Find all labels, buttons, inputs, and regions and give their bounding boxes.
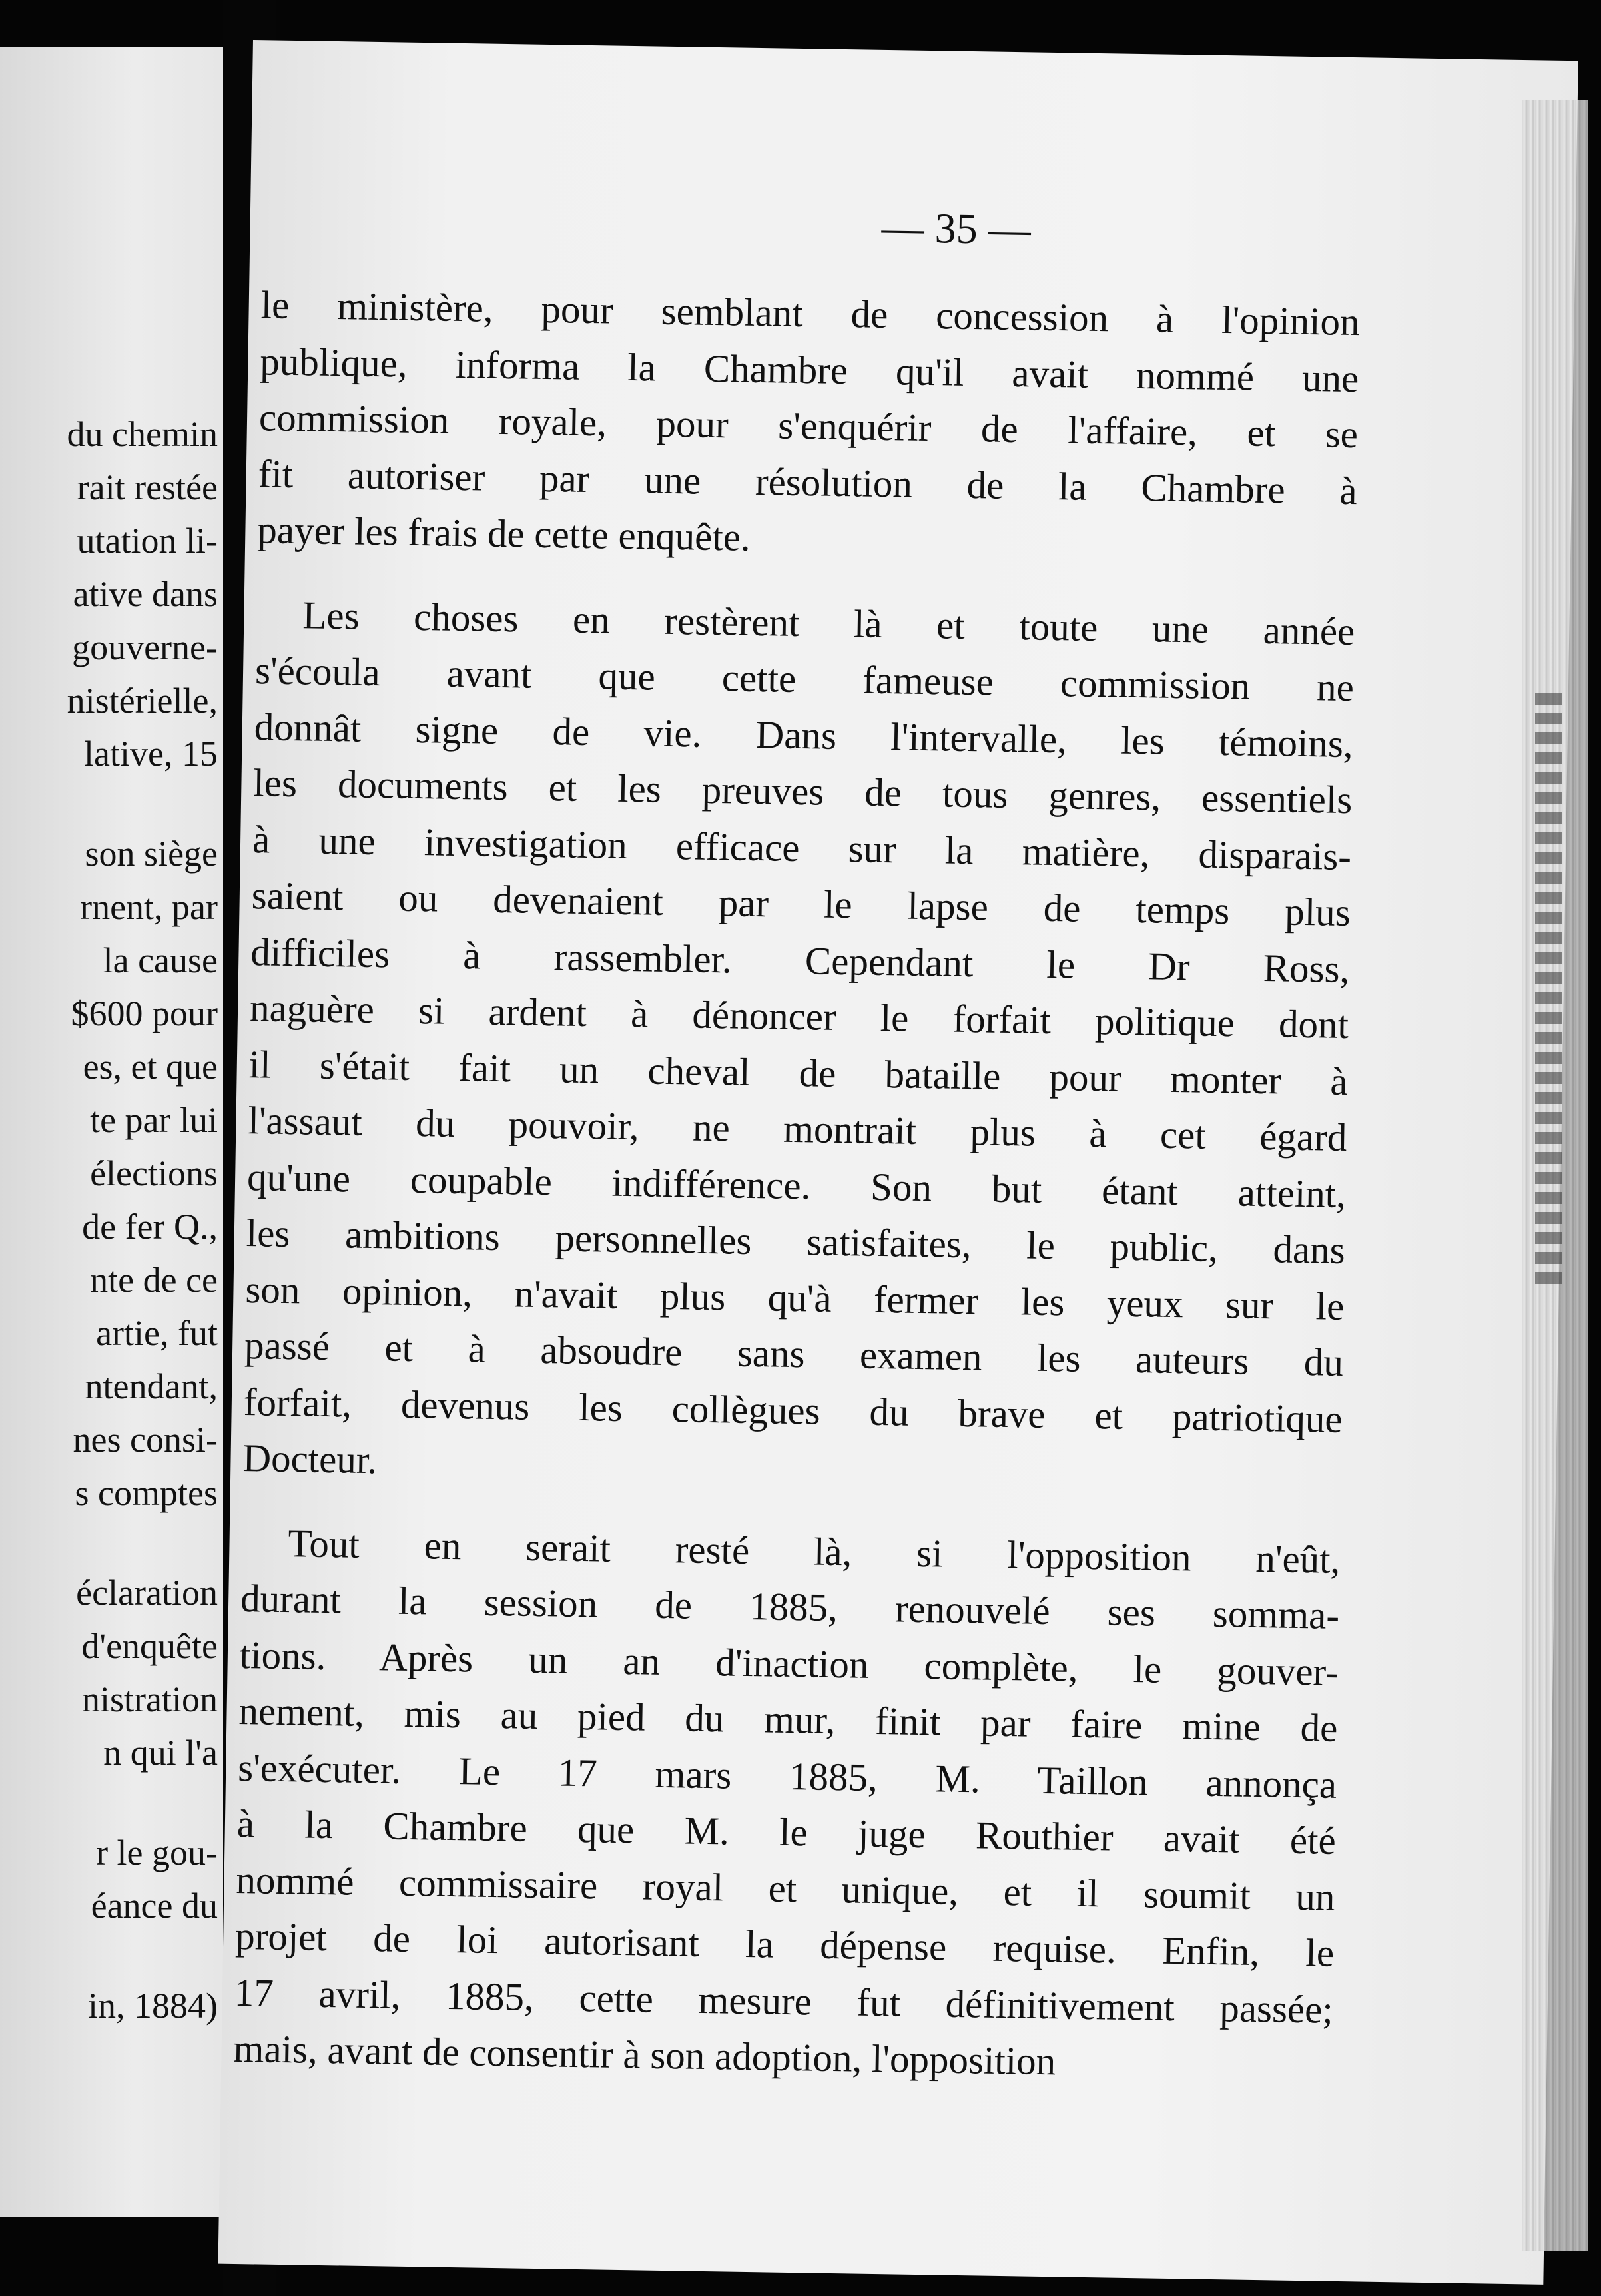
text-line: Les choses en restèrent là et toute une année [302,592,1355,653]
left-page-line: ntendant, [85,1366,218,1406]
left-page-line: gouverne- [72,627,218,667]
text-line: les ambitions personnelles satisfaites, le public, dans [246,1211,1346,1272]
left-page [0,47,223,2217]
text-line: à la Chambre que M. le juge Routhier avait été [236,1801,1337,1863]
left-page-line: rnent, par [80,887,218,927]
text-line: commission royale, pour s'enquérir de l'affaire, et se [258,395,1359,457]
left-page-line: in, 1884) [88,1986,218,2026]
left-page-line: lative, 15 [84,734,218,774]
page-number: — 35 — [881,203,1032,254]
left-page-line: éclaration [76,1573,218,1613]
left-page-line: $600 pour [71,994,218,1033]
text-line: Tout en serait resté là, si l'opposition n'eût, [288,1520,1341,1581]
text-line: s'écoula avant que cette fameuse commission ne [254,648,1355,710]
text-line: fit autoriser par une résolution de la Chambre à [258,451,1358,513]
text-line: l'assaut du pouvoir, ne montrait plus à cet égard [248,1098,1347,1159]
left-page-line: nes consi- [73,1420,218,1460]
left-page-line: s comptes [75,1473,218,1513]
text-line: saient ou devenaient par le lapse de temps plus [251,873,1351,935]
text-line: payer les frais de cette enquête. [256,507,751,559]
left-page-line: son siège [85,834,218,874]
left-page-line: de fer Q., [82,1207,218,1247]
text-line: il s'était fait un cheval de bataille pour monter à [248,1041,1349,1103]
text-line: les documents et les preuves de tous genres, essentiels [252,760,1353,822]
left-page-line: r le gou- [96,1833,218,1872]
text-line: donnât signe de vie. Dans l'intervalle, les témoins, [254,704,1354,766]
page-body [233,276,1360,2094]
library-stamp [1535,693,1562,1292]
left-page-line: artie, fut [96,1313,218,1353]
left-page-line: nte de ce [90,1260,218,1300]
text-line: passé et à absoudre sans examen les auteurs du [244,1323,1344,1384]
text-line: projet de loi autorisant la dépense requise. Enfin, le [234,1913,1335,1975]
text-line: qu'une coupable indifférence. Son but étant atteint, [246,1154,1347,1216]
left-page-line: rait restée [77,467,218,507]
left-page-line: nistérielle, [67,681,218,720]
text-line: le ministère, pour semblant de concession à l'opinion [260,282,1361,344]
left-page-line: nistration [82,1679,218,1719]
text-line: publique, informa la Chambre qu'il avait nommé une [259,338,1359,400]
left-page-line: la cause [103,940,218,980]
paragraph [257,276,1360,575]
text-line: à une investigation efficace sur la matière, disparais- [252,816,1352,878]
text-line: son opinion, n'avait plus qu'à fermer les yeux sur le [245,1267,1345,1328]
text-line: durant la session de 1885, renouvelé ses somma- [240,1576,1340,1637]
left-page-line: es, et que [83,1047,218,1087]
paragraph [233,1514,1341,2094]
left-page-line: ative dans [73,574,218,614]
text-line: 17 avril, 1885, cette mesure fut définitivement passée; [234,1970,1334,2032]
text-line: forfait, devenus les collègues du brave et patriotique [243,1379,1343,1441]
left-page-line: éance du [91,1886,218,1926]
text-line: naguère si ardent à dénoncer le forfait politique dont [249,986,1349,1047]
left-page-line: élections [90,1153,218,1193]
left-page-line: n qui l'a [103,1733,218,1773]
text-line: tions. Après un an d'inaction complète, le gouver- [239,1632,1339,1694]
left-page-line: d'enquête [81,1626,218,1666]
text-line: nommé commissaire royal et unique, et il soumit un [236,1857,1335,1919]
text-line: Docteur. [242,1436,378,1482]
paragraph [242,586,1355,1504]
text-line: difficiles à rassembler. Cependant le Dr Ross, [250,929,1350,991]
left-page-line: utation li- [77,521,218,561]
left-page-line: du chemin [67,414,218,454]
text-line: s'exécuter. Le 17 mars 1885, M. Taillon annonça [237,1745,1337,1807]
right-page [218,40,1578,2285]
text-line: mais, avant de consentir à son adoption, l'opposition [233,2026,1056,2084]
text-line: nement, mis au pied du mur, finit par faire mine de [238,1688,1338,1750]
left-page-line: te par lui [90,1100,218,1140]
